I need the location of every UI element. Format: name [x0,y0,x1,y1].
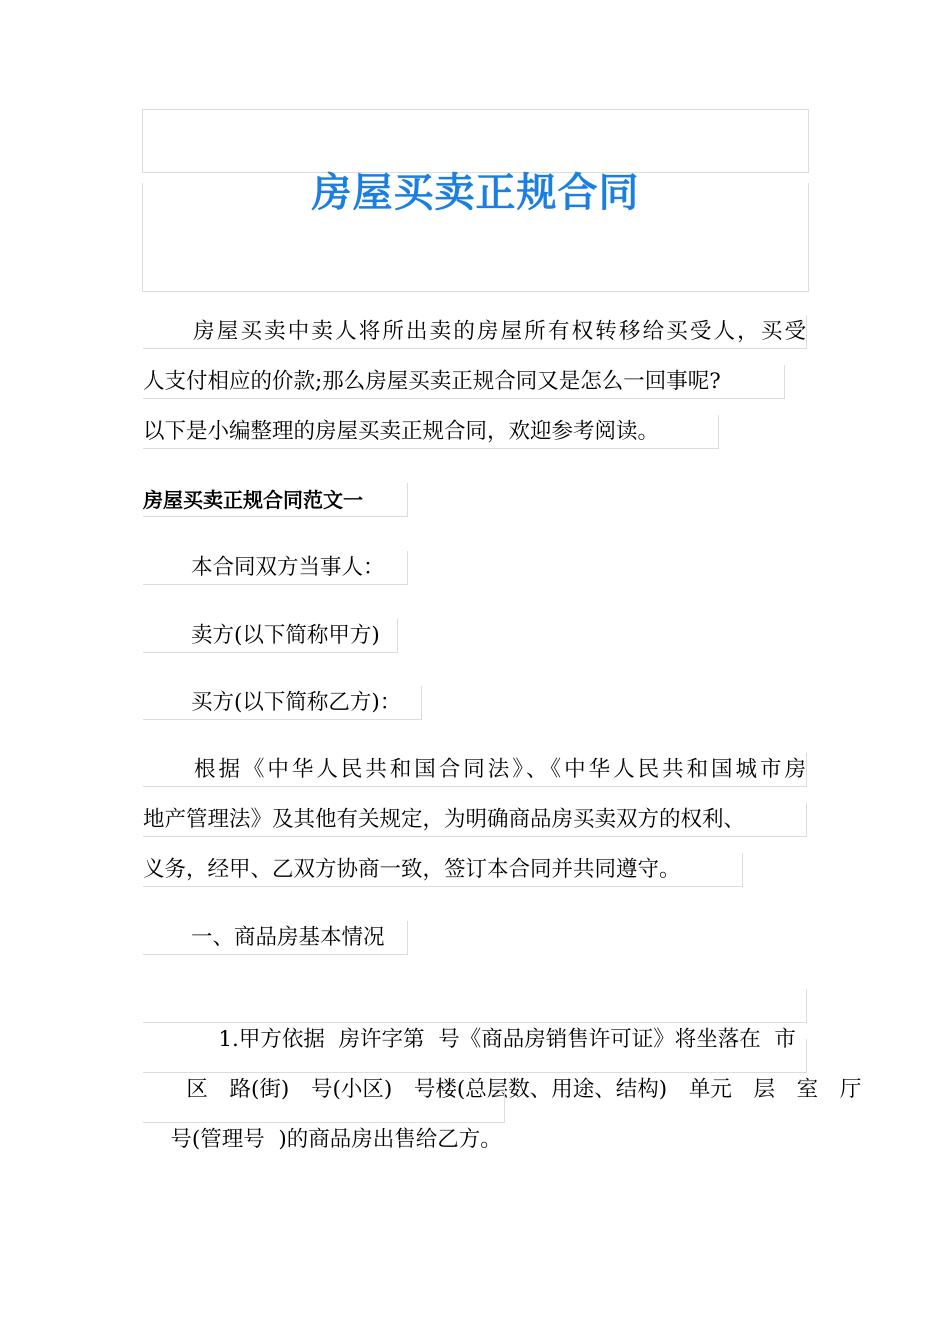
intro-line-2 [143,365,785,399]
parties-intro-text: 本合同双方当事人： [191,555,385,580]
parties-intro-line [143,551,408,585]
section-heading-text: 房屋买卖正规合同范文一 [143,488,363,512]
basis-text-3: 义务，经甲、乙双方协商一致，签订本合同并共同遵守。 [143,857,681,882]
seller-text: 卖方(以下简称甲方) [191,623,380,648]
basis-line-1 [143,753,807,787]
basis-text-1: 根据《中华人民共和国合同法》、《中华人民共和国城市房 [191,757,806,782]
article1-line-3 [143,1089,505,1152]
document-title: 房屋买卖正规合同 [311,170,640,216]
article1-text-3: 号(管理号 )的商品房出售给乙方。 [170,1127,502,1152]
basis-line-2 [143,803,807,837]
article1-heading-line [143,921,408,955]
intro-text-3: 以下是小编整理的房屋买卖正规合同，欢迎参考阅读。 [143,419,660,444]
intro-text-2: 人支付相应的价款;那么房屋买卖正规合同又是怎么一回事呢? [143,369,721,394]
article1-text-1: 1.甲方依据 房许字第 号《商品房销售许可证》将坐落在 市 [218,1027,796,1052]
seller-line [143,619,398,653]
intro-line-3 [143,415,719,449]
intro-text-1: 房屋买卖中卖人将所出卖的房屋所有权转移给买受人，买受 [191,319,806,344]
article1-line-1 [143,989,807,1052]
article1-line-2 [143,1039,862,1102]
intro-line-1 [143,315,807,349]
basis-line-3 [143,853,743,887]
buyer-line [143,686,422,720]
basis-text-2: 地产管理法》及其他有关规定，为明确商品房买卖双方的权利、 [143,807,746,832]
section-heading [143,483,408,517]
buyer-text: 买方(以下简称乙方)： [191,690,402,715]
article1-heading-text: 一、商品房基本情况 [191,925,385,950]
article1-text-2: 区 路(街) 号(小区) 号楼(总层数、用途、结构) 单元 层 室 厅 [186,1077,862,1102]
